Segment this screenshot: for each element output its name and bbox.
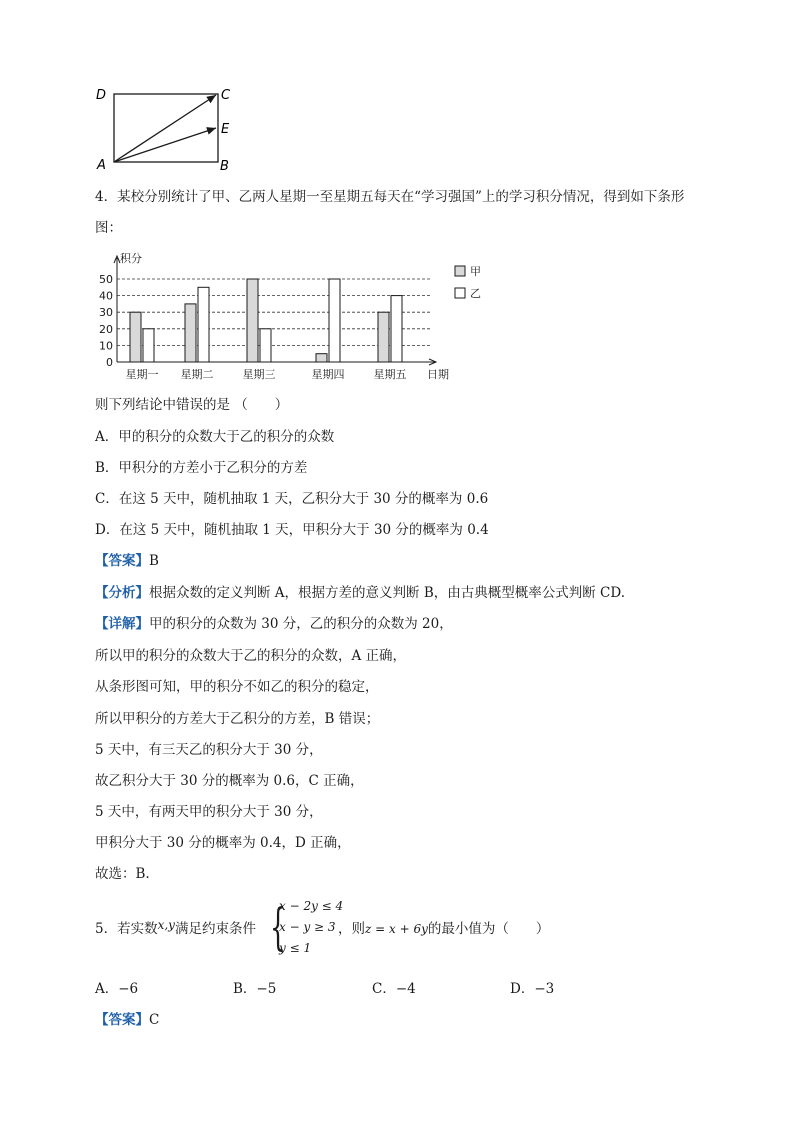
bar-yi [329,279,340,362]
bar-jia [378,312,389,362]
answer-tag: 【答案】 [95,1012,149,1028]
bar-yi [391,296,402,362]
bar-jia [185,304,196,362]
q4-analysis [95,584,625,602]
label-E: E [221,122,230,137]
detail-text: 甲的积分的众数为 30 分，乙的积分的众数为 20， [149,616,453,632]
q5-prefix: 5．若实数 [95,921,158,937]
y-tick-label: 30 [99,306,113,320]
label-C: C [221,88,231,103]
legend-label: 甲 [470,265,481,278]
q5-mid: 满足约束条件 [174,921,256,937]
bar-jia [316,354,327,362]
q5-option-c: C．−4 [372,981,416,997]
q5-objective: z = x + 6y [365,922,428,936]
q4-detail-line: 从条形图可知，甲的积分不如乙的积分的稳定， [95,679,379,695]
q4-detail-line: 故乙积分大于 30 分的概率为 0.6，C 正确， [95,773,364,789]
q4-question: 则下列结论中错误的是 （ ） [95,397,289,413]
x-tick-label: 星期五 [373,368,407,381]
q4-detail-line: 5 天中，有两天甲的积分大于 30 分， [95,804,323,820]
answer-tag: 【答案】 [95,553,149,569]
q5-suffix [338,920,549,938]
q4-detail-line: 甲积分大于 30 分的概率为 0.4，D 正确， [95,835,351,851]
q4-option-d: D．在这 5 天中，随机抽取 1 天，甲积分大于 30 分的概率为 0.4 [95,522,489,538]
answer-value: C [149,1012,160,1028]
q4-stem-line2: 图： [95,220,122,236]
label-A: A [97,158,106,173]
q4-answer [95,552,159,570]
q5-constraint-2: x − y ≥ 3 [279,920,336,934]
q4-detail-first [95,615,453,633]
y-tick-label: 10 [99,339,113,353]
q4-option-c: C．在这 5 天中，随机抽取 1 天，乙积分大于 30 分的概率为 0.6 [95,491,489,507]
legend-swatch [455,288,465,298]
bar-yi [143,329,154,362]
q5-constraint-3: y ≤ 1 [279,941,312,955]
y-axis-title: 积分 [120,252,142,265]
q4-option-b: B．甲积分的方差小于乙积分的方差 [95,460,308,476]
vector-figure [90,82,250,177]
bar-jia [130,312,141,362]
q5-option-d: D．−3 [510,981,555,997]
y-tick-label: 50 [99,273,113,286]
x-tick-label: 星期二 [180,368,214,381]
q4-detail-line: 所以甲的积分的众数大于乙的积分的众数，A 正确， [95,648,407,664]
q5-stem [95,920,256,938]
bar-jia [247,279,258,362]
q4-detail-line: 所以甲积分的方差大于乙积分的方差，B 错误； [95,711,380,727]
answer-value: B [149,553,159,569]
q4-stem-line1: 4．某校分别统计了甲、乙两人星期一至星期五每天在“学习强国”上的学习积分情况，得到如下条形 [95,189,685,205]
legend-swatch [455,266,465,276]
x-tick-label: 星期四 [311,368,345,381]
label-D: D [96,88,107,103]
analysis-text: 根据众数的定义判断 A，根据方差的意义判断 B，由古典概型概率公式判断 CD. [149,585,626,601]
q4-detail-line: 5 天中，有三天乙的积分大于 30 分， [95,742,323,758]
y-tick-label: 20 [99,322,113,336]
legend-label: 乙 [470,287,481,300]
q4-option-a: A．甲的积分的众数大于乙的积分的众数 [95,429,335,445]
q4-detail-line: 故选：B. [95,866,150,882]
x-tick-label: 星期一 [125,368,159,381]
analysis-tag: 【分析】 [95,585,149,601]
x-tick-label: 星期三 [242,368,276,381]
x-axis-title: 日期 [427,368,449,381]
y-tick-label: 40 [99,289,113,303]
q5-constraint-1: x − 2y ≤ 4 [279,899,344,913]
bar-chart [90,250,510,385]
q5-answer [95,1011,159,1029]
q5-suffix-pre: ，则 [338,921,365,937]
bar-yi [260,329,271,362]
q5-option-a: A．−6 [95,981,139,997]
q5-vars: x,y [157,918,175,932]
detail-tag: 【详解】 [95,616,149,632]
y-tick-label: 0 [106,356,113,369]
q5-brace: { [270,898,286,956]
q5-suffix-post: 的最小值为（ ） [427,921,550,937]
label-B: B [220,159,229,174]
bar-yi [198,287,209,362]
q5-option-b: B．−5 [233,981,277,997]
